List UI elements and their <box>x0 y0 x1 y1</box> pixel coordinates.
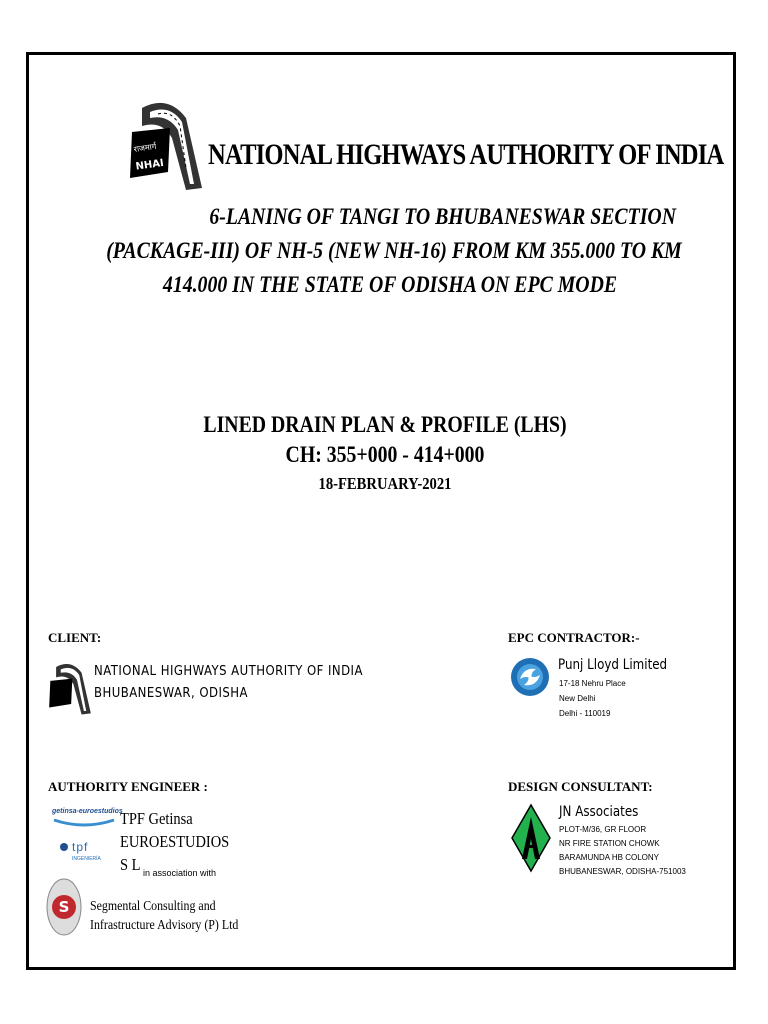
drawing-chainage: CH: 355+000 - 414+000 <box>285 442 485 467</box>
dc-address-2: NR FIRE STATION CHOWK <box>559 839 660 848</box>
dc-address-1: PLOT-M/36, GR FLOOR <box>559 825 647 834</box>
punj-lloyd-logo <box>510 657 550 697</box>
tpf-dot-icon <box>60 843 68 851</box>
contractor-address-3: Delhi - 110019 <box>559 709 611 718</box>
org-title: NATIONAL HIGHWAYS AUTHORITY OF INDIA <box>208 138 724 171</box>
client-nhai-logo <box>48 660 92 718</box>
project-line-3: 414.000 IN THE STATE OF ODISHA ON EPC MODE <box>162 272 618 297</box>
contractor-label: EPC CONTRACTOR:- <box>508 630 640 645</box>
drawing-date: 18-FEBRUARY-2021 <box>318 474 452 493</box>
contractor-address-1: 17-18 Nehru Place <box>559 679 626 688</box>
tpf-logo <box>60 838 101 862</box>
logo-nhai-text: NHAI <box>135 157 165 173</box>
authority-engineer-label: AUTHORITY ENGINEER : <box>48 779 208 794</box>
ae-name-line-2: EUROESTUDIOS <box>120 832 230 851</box>
getinsa-logo <box>52 808 123 833</box>
design-consultant-name: JN Associates <box>559 804 639 820</box>
drawing-title-block <box>60 410 710 498</box>
client-name: NATIONAL HIGHWAYS AUTHORITY OF INDIA <box>94 664 363 679</box>
dc-address-4: BHUBANESWAR, ODISHA-751003 <box>559 867 686 876</box>
ae-partner-line-2: Infrastructure Advisory (P) Ltd <box>90 918 239 933</box>
drawing-title: LINED DRAIN PLAN & PROFILE (LHS) <box>203 412 567 437</box>
nhai-logo <box>128 98 204 194</box>
project-description <box>60 200 720 302</box>
segmental-logo-letter: S <box>58 898 70 916</box>
tpf-logo-text: tpf <box>72 840 89 854</box>
ae-name-line-3: S L <box>120 855 141 874</box>
ae-partner-line-1: Segmental Consulting and <box>90 899 216 914</box>
design-consultant-label: DESIGN CONSULTANT: <box>508 779 653 794</box>
jn-associates-logo <box>510 803 552 873</box>
ae-association: in association with <box>143 868 217 878</box>
dc-address-3: BARAMUNDA HB COLONY <box>559 853 660 862</box>
contractor-name: Punj Lloyd Limited <box>558 657 668 673</box>
tpf-logo-sub: INGENIERÍA <box>72 856 101 862</box>
project-line-1: 6-LANING OF TANGI TO BHUBANESWAR SECTION <box>209 204 676 229</box>
segmental-logo <box>46 878 82 936</box>
getinsa-swoosh-icon <box>52 818 116 828</box>
client-city: BHUBANESWAR, ODISHA <box>94 686 248 701</box>
logo-hindi-text: राजमार्ग <box>133 141 157 154</box>
client-label: CLIENT: <box>48 630 102 645</box>
contractor-address-2: New Delhi <box>559 694 596 703</box>
getinsa-logo-text: getinsa-euroestudios <box>52 808 123 815</box>
project-line-2: (PACKAGE-III) OF NH-5 (NEW NH-16) FROM KM 355.000 TO KM <box>106 238 682 263</box>
ae-name-line-1: TPF Getinsa <box>120 809 193 828</box>
